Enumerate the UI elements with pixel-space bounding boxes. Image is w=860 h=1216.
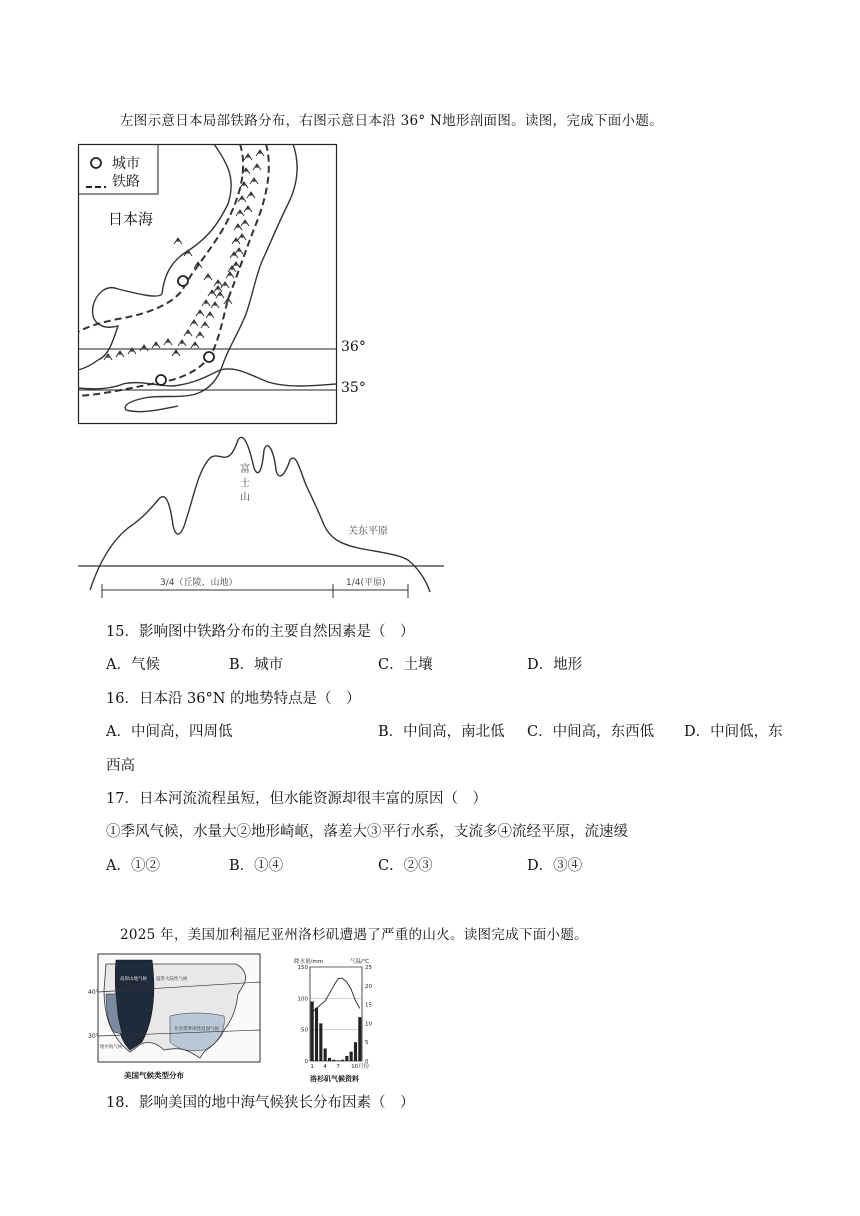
precip-tick-label: 100	[297, 996, 308, 1003]
mountain-symbol	[253, 164, 261, 170]
plain-label: 关东平原	[348, 526, 388, 537]
terrain-profile	[78, 430, 448, 606]
q15-option-d[interactable]: D．地形	[527, 657, 583, 673]
climate-chart-caption: 洛杉矶气候资料	[310, 1075, 359, 1083]
q17-statements: ①季风气候，水量大②地形崎岖，落差大③平行水系，支流多④流经平原，流速缓	[106, 824, 628, 840]
us-zone-subtropical: 亚热带季风性湿润气候	[174, 1027, 219, 1032]
mountain-symbol	[232, 262, 240, 268]
precip-bar	[311, 1001, 314, 1061]
peak-label-2: 士	[240, 478, 250, 489]
mountain-symbol	[226, 272, 234, 278]
us-climate-map	[86, 950, 264, 1082]
q15-stem: 15．影响图中铁路分布的主要自然因素是（ ）	[106, 624, 415, 640]
precip-tick-label: 50	[301, 1027, 308, 1034]
mountain-symbol	[152, 342, 160, 348]
temp-tick-label: 10	[365, 1021, 372, 1028]
mountain-symbol	[206, 312, 214, 318]
precip-axis-title: 降水量/mm	[294, 959, 324, 965]
west-coastline	[78, 144, 231, 370]
mountain-symbol	[256, 150, 264, 156]
precip-tick-label: 150	[297, 965, 308, 971]
precip-bar	[319, 1023, 322, 1061]
mountain-symbol	[196, 332, 204, 338]
mountain-symbol	[238, 234, 246, 240]
precip-bar	[328, 1058, 331, 1061]
temp-tick-label: 25	[365, 965, 372, 971]
mountain-symbol	[202, 300, 210, 306]
q16-stem: 16．日本沿 36°N 的地势特点是（ ）	[106, 691, 361, 707]
mountain-symbol	[191, 342, 199, 348]
mountain-symbol	[221, 282, 229, 288]
us-map-caption: 美国气候类型分布	[124, 1071, 184, 1080]
segment-label-2: 1/4(平原)	[346, 578, 386, 588]
q17-option-b[interactable]: B．①④	[229, 858, 284, 874]
mountain-symbol	[214, 286, 222, 292]
mountain-symbol	[216, 292, 224, 298]
us-zone-highland: 高原山地气候	[120, 977, 147, 982]
peak-label-1: 富	[240, 464, 250, 475]
city-marker	[156, 375, 166, 385]
mountain-symbol	[178, 340, 186, 346]
month-tick-label: 1	[310, 1064, 314, 1070]
month-tick-label: 10月份	[351, 1064, 370, 1070]
temp-axis-title: 气温/℃	[350, 959, 370, 965]
mountain-symbol	[196, 310, 204, 316]
lat-35-label: 35°	[341, 380, 366, 396]
intro-text-1: 左图示意日本局部铁路分布，右图示意日本沿 36° N地形剖面图。读图，完成下面小题。	[120, 113, 663, 129]
mountain-symbol	[234, 224, 242, 230]
q17-stem: 17．日本河流流程虽短，但水能资源却很丰富的原因（ ）	[106, 791, 487, 807]
precip-bar	[350, 1052, 353, 1061]
mountain-symbol	[204, 274, 212, 280]
q17-option-a[interactable]: A．①②	[106, 858, 160, 874]
precip-tick-label: 0	[304, 1059, 308, 1065]
mountain-symbol	[190, 320, 198, 326]
precip-bar	[324, 1048, 327, 1061]
mountain-symbol	[174, 238, 182, 244]
precip-bar	[341, 1060, 344, 1061]
mountain-symbol	[241, 220, 249, 226]
railway-west	[78, 144, 243, 332]
precip-bar	[332, 1060, 335, 1061]
q16-option-b[interactable]: B．中间高，南北低	[378, 724, 505, 740]
segment-label-1: 3/4（丘陵、山地）	[160, 578, 238, 588]
mountain-symbol	[228, 266, 236, 272]
mountain-symbol	[201, 322, 209, 328]
precip-bar	[337, 1060, 340, 1061]
q16-option-a[interactable]: A．中间高，四周低	[106, 724, 233, 740]
city-marker	[204, 352, 214, 362]
us-zone-mediterranean: 地中海气候	[100, 1045, 123, 1050]
precip-bar	[358, 1017, 361, 1061]
q16-option-c[interactable]: C．中间高，东西低	[527, 724, 655, 740]
q15-option-a[interactable]: A．气候	[106, 657, 160, 673]
legend-city-label: 城市	[112, 156, 140, 172]
precip-bar	[345, 1056, 348, 1061]
mountain-symbol	[172, 350, 180, 356]
sea-label: 日本海	[108, 210, 154, 228]
mountain-symbol	[244, 154, 252, 160]
legend-city-icon	[91, 158, 101, 168]
q17-option-c[interactable]: C．②③	[378, 858, 433, 874]
mountain-symbol	[238, 196, 246, 202]
lat-36-label: 36°	[341, 339, 366, 355]
temp-tick-label: 5	[365, 1040, 369, 1047]
la-climate-chart	[290, 955, 380, 1085]
us-lat-30: 30°	[88, 1033, 99, 1040]
mountain-symbol	[250, 178, 258, 184]
city-marker	[178, 276, 188, 286]
peak-label-3: 山	[240, 492, 250, 503]
month-tick-label: 4	[323, 1064, 327, 1070]
precip-bar	[354, 1042, 357, 1061]
intro-text-2: 2025 年，美国加利福尼亚州洛杉矶遭遇了严重的山火。读图完成下面小题。	[120, 927, 588, 943]
legend-rail-label: 铁路	[112, 174, 140, 190]
temp-tick-label: 15	[365, 1002, 372, 1009]
japan-railway-map	[78, 144, 366, 426]
us-zone-continental: 温带大陆性气候	[156, 977, 188, 982]
temp-tick-label: 0	[365, 1059, 369, 1065]
mountain-symbol	[116, 351, 124, 357]
south-coastline	[78, 369, 336, 389]
temperature-line	[312, 978, 360, 1012]
mountain-symbol	[236, 210, 244, 216]
mountain-symbol	[247, 192, 255, 198]
mountain-symbol	[235, 248, 243, 254]
temp-tick-label: 20	[365, 983, 372, 990]
q18-stem: 18．影响美国的地中海气候狭长分布因素（ ）	[106, 1095, 415, 1111]
us-lat-40: 40°	[88, 989, 99, 996]
month-tick-label: 7	[336, 1064, 340, 1070]
mountain-symbol	[244, 206, 252, 212]
mountain-symbol	[164, 339, 172, 345]
mountain-symbol	[230, 252, 238, 258]
q16-option-d-cont: 西高	[106, 758, 135, 774]
q17-option-d[interactable]: D．③④	[527, 858, 583, 874]
q15-option-b[interactable]: B．城市	[229, 657, 284, 673]
mountain-symbol	[184, 330, 192, 336]
profile-curve	[90, 437, 430, 592]
q15-option-c[interactable]: C．土壤	[378, 657, 433, 673]
mountain-symbol	[211, 302, 219, 308]
precip-bar	[315, 1008, 318, 1061]
railway-east	[78, 144, 269, 396]
q16-option-d[interactable]: D．中间低，东	[684, 724, 783, 740]
mountain-symbol	[140, 345, 148, 351]
